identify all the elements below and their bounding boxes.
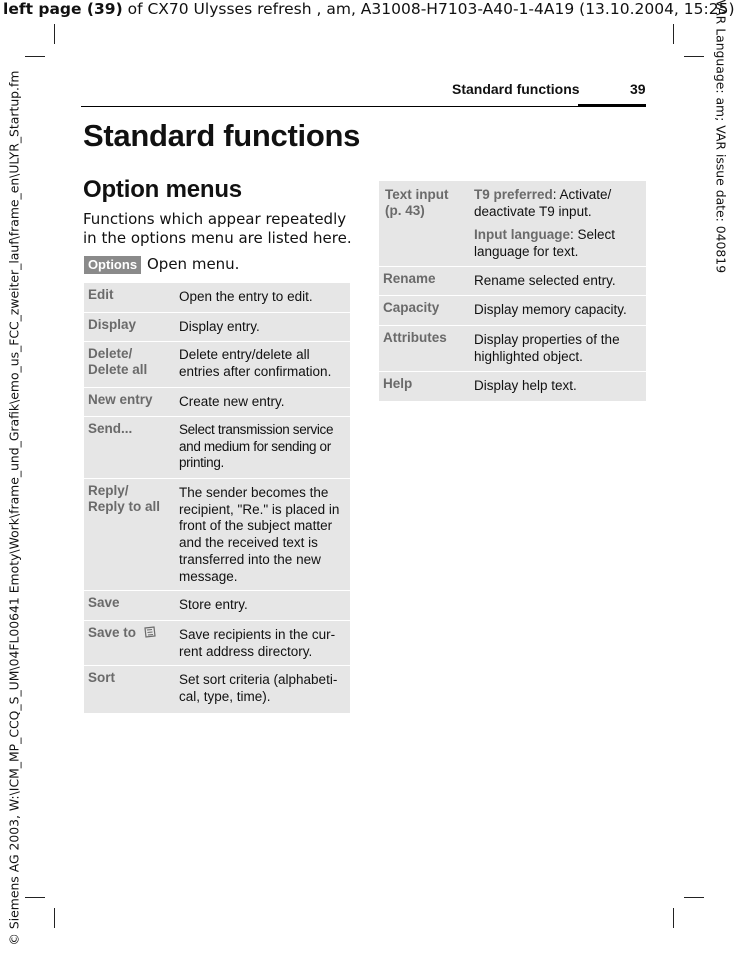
term: Display	[88, 317, 137, 332]
crop-mark	[25, 897, 45, 898]
side-imprint-left: © Siemens AG 2003, W:\ICM_MP_CCQ_S_UM\04FL00641 Emoty\Work\frame_und_Grafik\emo_us_FCC_zweiter_lauf\frame_en\ULYR_Startup.fm	[6, 70, 22, 946]
crop-mark	[25, 56, 45, 57]
options-softkey: Options	[84, 256, 141, 274]
section-title: Option menus	[83, 176, 242, 203]
options-description: Open menu.	[147, 255, 240, 273]
table-row	[379, 267, 646, 295]
description: Store entry.	[179, 597, 248, 612]
description: Display help text.	[474, 378, 577, 393]
description: Display entry.	[179, 319, 260, 334]
term: Capacity	[383, 300, 440, 315]
term: Help	[383, 376, 413, 391]
table-row	[379, 372, 646, 401]
crop-mark	[684, 56, 704, 57]
page-number: 39	[630, 81, 646, 97]
intro-paragraph: Functions which appear repeatedly in the options menu are listed here.	[83, 210, 352, 247]
term: Send...	[88, 421, 133, 436]
crop-mark	[673, 24, 674, 44]
table-row	[84, 342, 350, 387]
description: Delete entry/delete all entries after confirmation.	[179, 347, 332, 379]
running-header-title: Standard functions	[452, 81, 580, 97]
description: The sender becomes the recipient, "Re." is placed in front of the subject matter and the received text is transferred into the new message.	[179, 485, 340, 584]
table-row	[84, 283, 350, 312]
term: Edit	[88, 287, 114, 302]
crop-mark	[673, 908, 674, 928]
description: Set sort criteria (alphabeti-cal, type, time).	[179, 672, 338, 704]
crop-mark	[684, 897, 704, 898]
description-t9	[474, 187, 639, 220]
page-title: Standard functions	[83, 118, 361, 153]
table-row	[379, 326, 646, 371]
header-rule	[81, 106, 578, 107]
print-header: left page (39) of CX70 Ulysses refresh , am, A31008-H7103-A40-1-4A19 (13.10.2004, 15:25)	[3, 0, 735, 18]
table-row	[84, 621, 350, 665]
term-label: Save to	[88, 625, 137, 640]
header-rule-thick	[578, 104, 646, 107]
t9-label: T9 preferred	[474, 187, 553, 202]
description: Rename selected entry.	[474, 273, 616, 288]
term: New entry	[88, 392, 153, 407]
term: Attributes	[383, 330, 447, 345]
description: Display properties of the highlighted object.	[474, 332, 620, 364]
crop-mark	[54, 24, 55, 44]
description: Open the entry to edit.	[179, 289, 313, 304]
description-language	[474, 227, 639, 260]
crop-mark	[54, 908, 55, 928]
term: Text input (p. 43)	[385, 187, 449, 218]
term: Sort	[88, 670, 115, 685]
table-row	[379, 296, 646, 325]
table-row	[84, 417, 350, 478]
description: Display memory capacity.	[474, 302, 627, 317]
language-desc: : Select language for text.	[474, 227, 616, 259]
table-row	[84, 388, 350, 416]
t9-desc: : Activate/ deactivate T9 input.	[474, 187, 612, 219]
table-row	[84, 591, 350, 620]
table-row	[84, 666, 350, 713]
language-label: Input language	[474, 227, 570, 242]
description: Select transmission service and medium for sending or printing.	[179, 422, 334, 471]
table-row	[84, 479, 350, 590]
term: Save	[88, 595, 120, 610]
description: Create new entry.	[179, 394, 285, 409]
description: Save recipients in the cur-rent address directory.	[179, 627, 336, 659]
term: Rename	[383, 271, 436, 286]
term: Reply/ Reply to all	[88, 483, 161, 514]
term: Delete/ Delete all	[88, 346, 148, 377]
address-book-icon	[142, 626, 157, 639]
term	[88, 625, 157, 641]
table-row	[84, 313, 350, 341]
side-imprint-right: VAR Language: am; VAR issue date: 040819	[713, 0, 729, 274]
table-row	[379, 181, 646, 266]
